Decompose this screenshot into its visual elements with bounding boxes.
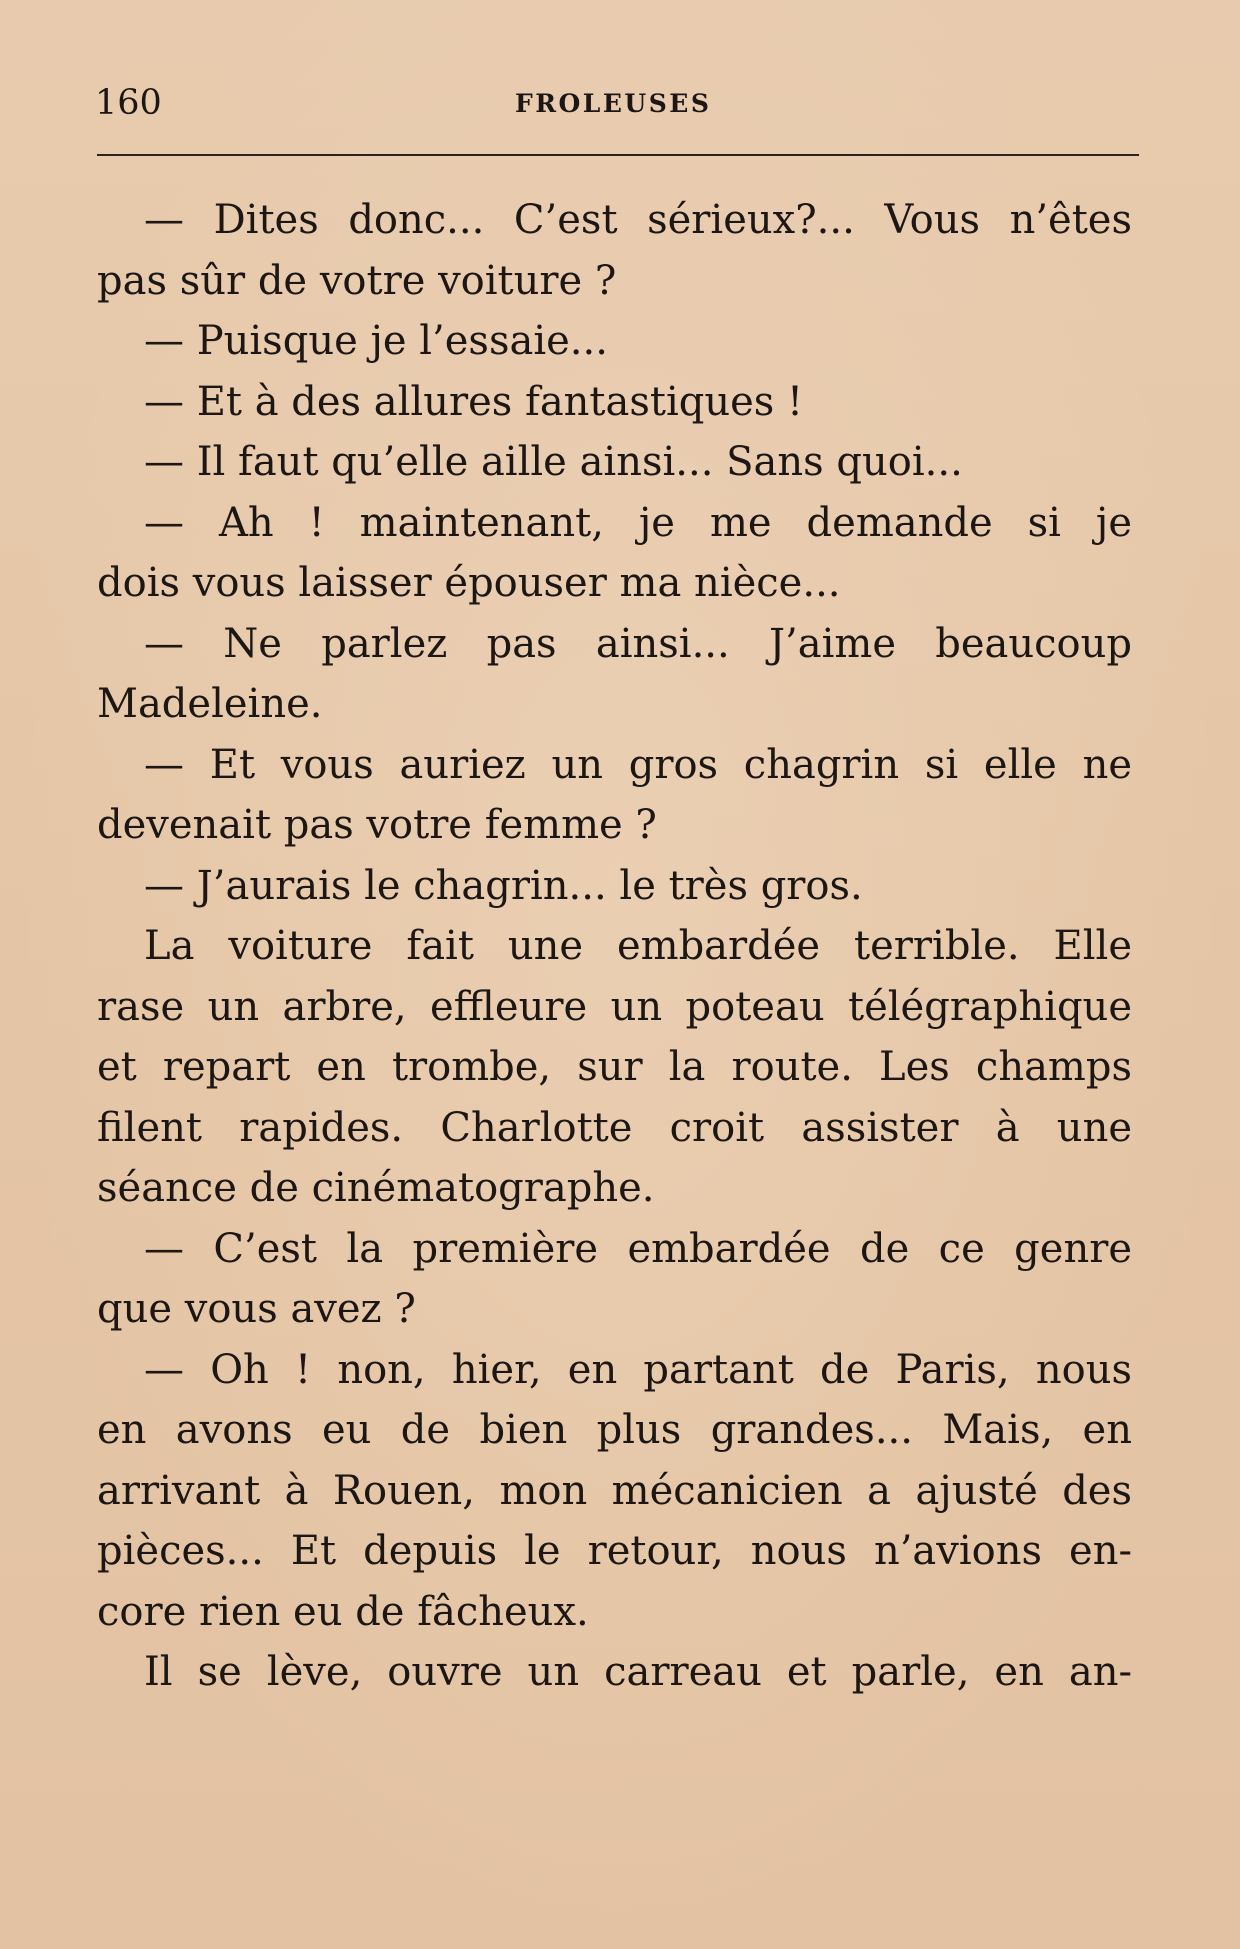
text-line: et repart en trombe, sur la route. Les champs: [97, 1044, 1132, 1090]
text-line: core rien eu de fâcheux.: [97, 1588, 589, 1635]
text-line: Il se lève, ouvre un carreau et parle, en an-: [144, 1649, 1132, 1695]
text-line: — C’est la première embardée de ce genre: [144, 1225, 1132, 1272]
text-line: pas sûr de votre voiture ?: [97, 257, 617, 304]
text-line: séance de cinématographe.: [97, 1165, 655, 1211]
text-line: que vous avez ?: [97, 1286, 416, 1332]
text-line: — Ne parlez pas ainsi... J’aime beaucoup: [144, 620, 1132, 667]
text-line: pièces... Et depuis le retour, nous n’avions en-: [97, 1528, 1132, 1574]
text-line: — J’aurais le chagrin... le très gros.: [144, 862, 863, 909]
text-line: arrivant à Rouen, mon mécanicien a ajusté des: [97, 1467, 1132, 1514]
text-line: — Il faut qu’elle aille ainsi... Sans quoi...: [144, 439, 963, 485]
text-line: — Oh ! non, hier, en partant de Paris, nous: [144, 1346, 1132, 1393]
running-title: FROLEUSES: [515, 89, 712, 118]
text-line: filent rapides. Charlotte croit assister à une: [97, 1104, 1132, 1151]
text-line: devenait pas votre femme ?: [97, 802, 657, 848]
text-line: — Ah ! maintenant, je me demande si je: [144, 499, 1132, 546]
text-line: — Et à des allures fantastiques !: [144, 378, 804, 425]
page-number: 160: [95, 83, 162, 123]
text-line: La voiture fait une embardée terrible. Elle: [144, 923, 1132, 969]
page-header: [95, 78, 1140, 128]
text-line: — Et vous auriez un gros chagrin si elle ne: [144, 741, 1132, 788]
text-line: — Dites donc... C’est sérieux?... Vous n’êtes: [144, 197, 1132, 243]
body-text: [97, 190, 1132, 1703]
text-line: dois vous laisser épouser ma nièce...: [97, 560, 841, 606]
text-line: Madeleine.: [97, 681, 323, 727]
text-line: — Puisque je l’essaie...: [144, 318, 608, 364]
text-line: en avons eu de bien plus grandes... Mais, en: [97, 1407, 1132, 1453]
text-line: rase un arbre, effleure un poteau télégraphique: [97, 983, 1132, 1030]
header-rule: [97, 154, 1139, 156]
